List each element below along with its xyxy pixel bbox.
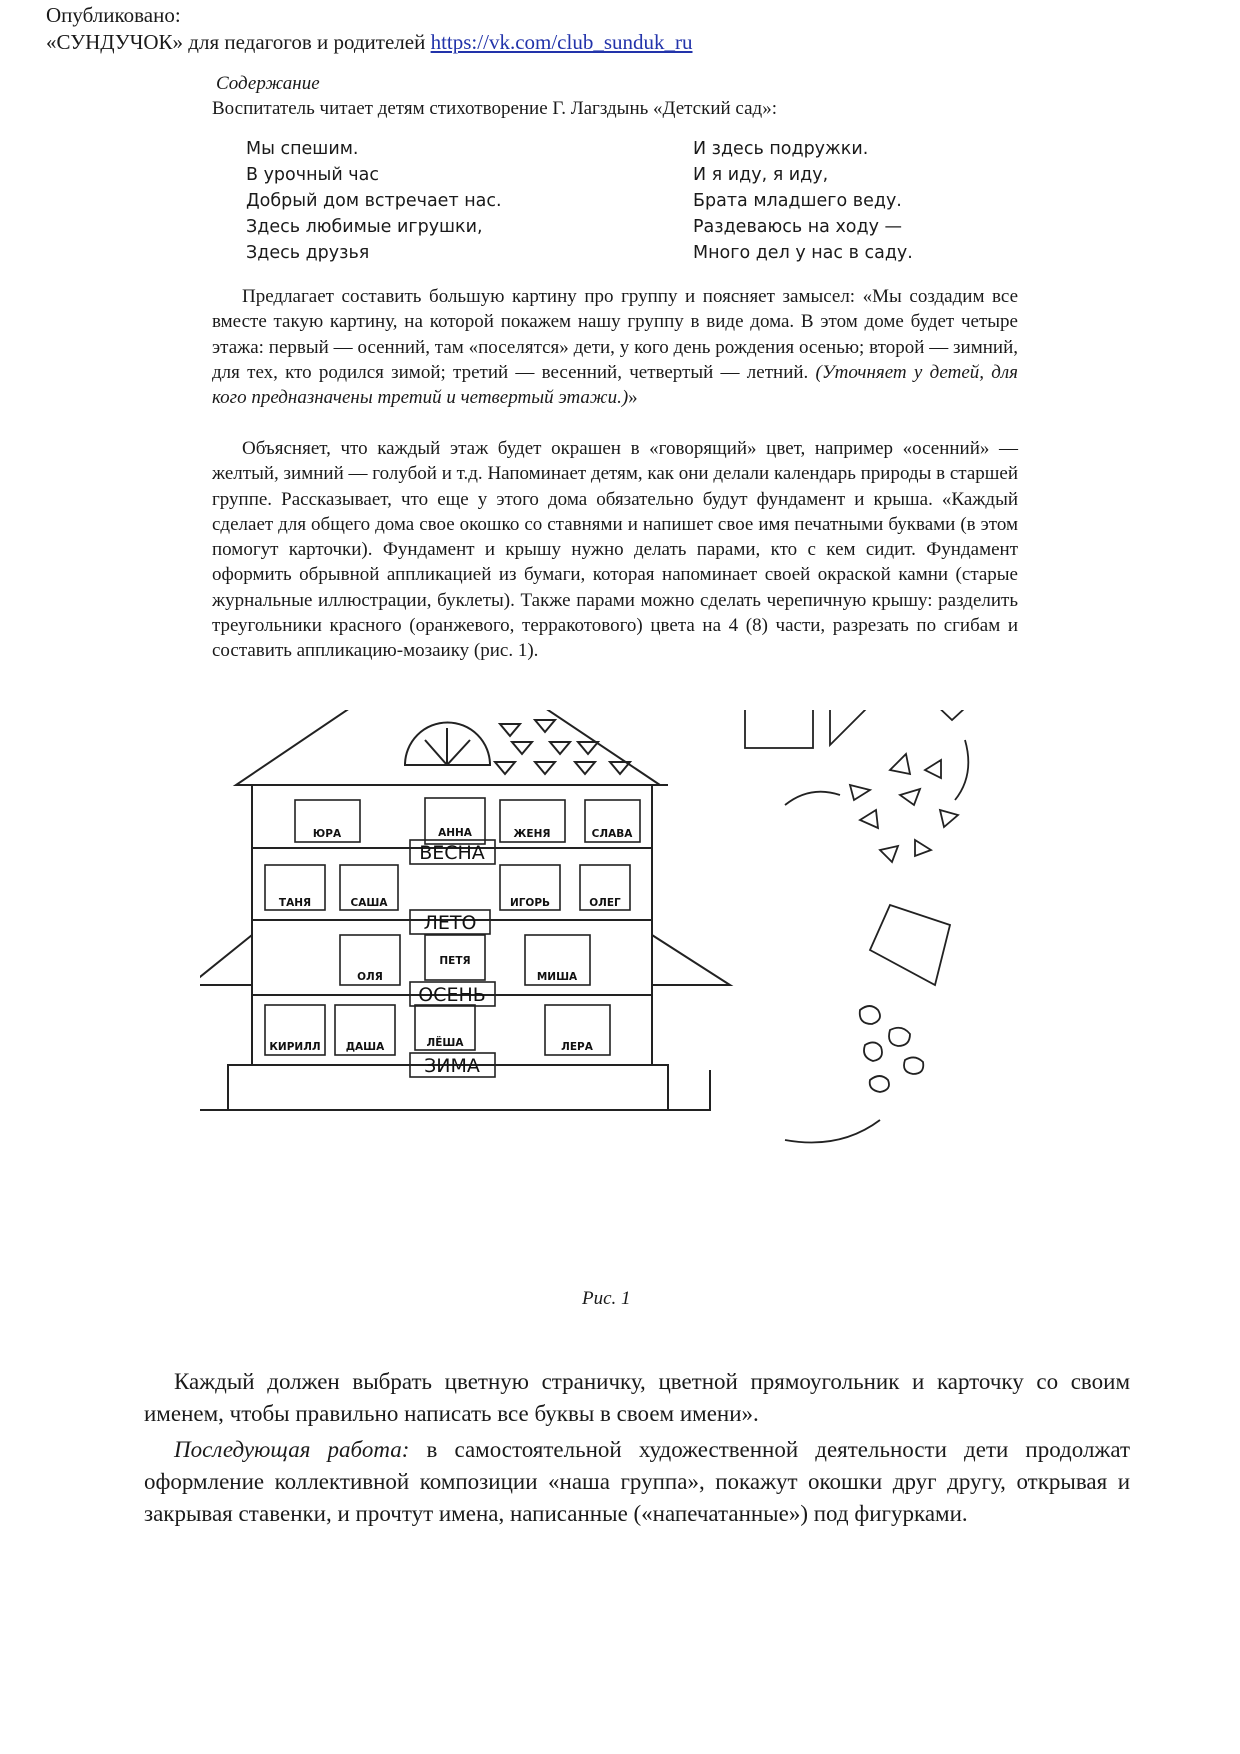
poem-left-column <box>246 136 502 266</box>
publication-header <box>46 2 693 56</box>
paragraph-1-tail: » <box>628 387 638 409</box>
name-lera: ЛЕРА <box>561 1041 593 1053</box>
name-yura: ЮРА <box>312 828 342 840</box>
name-anna: АННА <box>438 827 472 839</box>
name-dasha: ДАША <box>345 1041 385 1053</box>
paragraph-3: Каждый должен выбрать цветную страничку, цветной прямоугольник и карточку со своим именем, чтобы правильно написать все буквы в своем имени». <box>144 1369 1130 1426</box>
floor-label-winter: ЗИМА <box>424 1055 480 1077</box>
house-illustration <box>200 710 1040 1290</box>
intro-text: Воспитатель читает детям стихотворение Г. Лагздынь «Детский сад»: <box>212 98 777 119</box>
name-tanya: ТАНЯ <box>278 897 312 909</box>
poem-line: Добрый дом встречает нас. <box>246 191 502 211</box>
paragraph-1 <box>212 284 1018 410</box>
paragraph-2: Объясняет, что каждый этаж будет окрашен в «говорящий» цвет, например «осенний» — желтый, зимний — голубой и т.д. Напоминает детям, как они делали календарь природы в старшей группе. Рассказывает, что еще у этого дома обязательно будут фундамент и крыша. «Каждый сделает для общего дома свое окошко со ставнями и напишет свое имя печатными буквами (в этом помогут карточки). Фундамент и крышу нужно делать парами, кто с кем сидит. Фундамент оформить обрывной аппликацией из бумаги, которая напоминает своей окраской камни (старые журнальные иллюстрации, буклеты). Также парами можно сделать черепичную крышу: разделить треугольники красного (оранжевого, терракотового) цвета на 4 (8) части, разрезать по сгибам и составить аппликацию-мозаику (рис. 1). <box>212 438 1018 662</box>
poem-line: Много дел у нас в саду. <box>693 243 913 263</box>
name-petya: ПЕТЯ <box>439 955 471 967</box>
floor-label-spring: ВЕСНА <box>419 842 485 864</box>
name-zhenya: ЖЕНЯ <box>513 828 551 840</box>
name-sasha: САША <box>350 897 388 909</box>
name-slava: СЛАВА <box>591 828 633 840</box>
poem-line: Мы спешим. <box>246 139 359 159</box>
floor-label-summer: ЛЕТО <box>423 912 477 934</box>
source-link[interactable]: https://vk.com/club_sunduk_ru <box>430 30 693 54</box>
name-lyosha: ЛЁША <box>426 1037 464 1049</box>
published-label: Опубликовано: <box>46 3 181 27</box>
paragraph-1-text: Предлагает составить большую картину про группу и поясняет замысел: «Мы создадим все вместе такую картину, на которой покажем нашу группу в виде дома. В этом доме будет четыре этажа: первый — осенний, там «поселятся» дети, у кого день рождения осенью; второй — зимний, для тех, кто родился зимой; третий — весенний, четвертый — летний. <box>212 286 1018 383</box>
floor-label-autumn: ОСЕНЬ <box>418 984 486 1006</box>
poem-line: В урочный час <box>246 165 379 185</box>
paragraph-4 <box>144 1434 1130 1530</box>
poem-line: И я иду, я иду, <box>693 165 829 185</box>
name-misha: МИША <box>536 971 578 983</box>
name-oleg: ОЛЕГ <box>589 897 621 909</box>
paragraph-4-text: в самостоятельной художественной деятельности дети продолжат оформление коллективной композиции «наша группа», покажут окошки друг другу, открывая и закрывая ставенки, и прочтут имена, написанные («напечатанные») под фигурками. <box>144 1437 1130 1526</box>
figure-caption: Рис. 1 <box>582 1288 631 1309</box>
section-title: Содержание <box>216 73 320 94</box>
name-igor: ИГОРЬ <box>509 897 551 909</box>
paragraph-4-italic: Последующая работа: <box>174 1437 410 1462</box>
source-line <box>46 29 693 56</box>
paragraph-1-italic: (Уточняет у детей, для кого предназначены третий и четвертый этажи.) <box>212 361 1018 409</box>
poem-line: Здесь друзья <box>246 243 370 263</box>
poem-line: И здесь подружки. <box>693 139 869 159</box>
poem-line: Здесь любимые игрушки, <box>246 217 483 237</box>
poem-right-column <box>693 136 913 266</box>
poem-line: Брата младшего веду. <box>693 191 902 211</box>
poem-line: Раздеваюсь на ходу — <box>693 217 903 237</box>
source-text: «СУНДУЧОК» для педагогов и родителей <box>46 30 426 54</box>
name-olya: ОЛЯ <box>357 971 383 983</box>
name-kirill: КИРИЛЛ <box>269 1041 321 1053</box>
